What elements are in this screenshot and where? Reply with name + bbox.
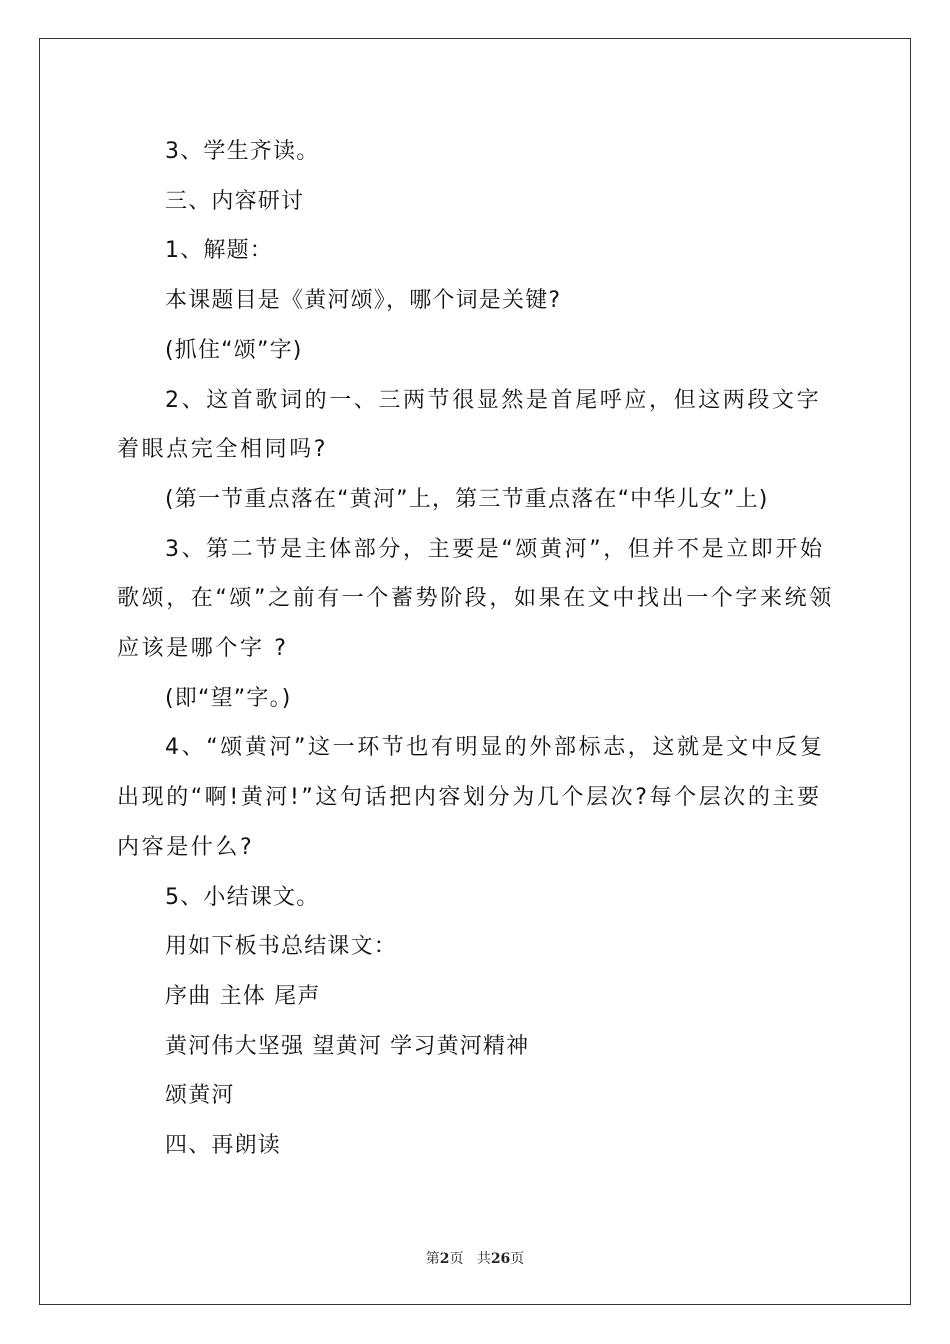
paragraph: 3、学生齐读。 bbox=[165, 139, 320, 164]
board-outline-line: 颂黄河 bbox=[165, 1083, 235, 1109]
paragraph: 用如下板书总结课文： bbox=[165, 934, 398, 960]
total-pages: 26 bbox=[490, 1251, 511, 1267]
paragraph: 5、小结课文。 bbox=[165, 884, 320, 910]
page-suffix: 页 bbox=[449, 1251, 464, 1267]
paragraph: (抓住“颂”字) bbox=[165, 337, 303, 363]
page-number: 2 bbox=[439, 1251, 450, 1267]
page-prefix: 第 bbox=[425, 1251, 440, 1267]
total-prefix: 共 bbox=[476, 1251, 491, 1267]
board-outline-line: 序曲 主体 尾声 bbox=[165, 983, 321, 1009]
section-heading: 四、再朗读 bbox=[165, 1133, 282, 1159]
paragraph: 1、解题： bbox=[165, 238, 273, 264]
paragraph: (第一节重点落在“黄河”上，第三节重点落在“中华儿女”上) bbox=[165, 486, 769, 512]
paragraph: (即“望”字。) bbox=[165, 685, 292, 711]
board-outline-line: 黄河伟大坚强 望黄河 学习黄河精神 bbox=[165, 1033, 530, 1059]
paragraph: 本课题目是《黄河颂》，哪个词是关键? bbox=[165, 288, 562, 314]
page-footer bbox=[0, 1248, 950, 1268]
paragraph: 2、这首歌词的一、三两节很显然是首尾呼应，但这两段文字着眼点完全相同吗? bbox=[117, 387, 822, 463]
paragraph: 3、第二节是主体部分，主要是“颂黄河”，但并不是立即开始歌颂，在“颂”之前有一个蓄势阶段，如果在文中找出一个字来统领应该是哪个字 ? bbox=[117, 536, 834, 662]
document-body bbox=[117, 127, 837, 1171]
section-heading: 三、内容研讨 bbox=[165, 188, 305, 214]
total-suffix: 页 bbox=[510, 1251, 525, 1267]
paragraph: 4、“颂黄河”这一环节也有明显的外部标志，这就是文中反复出现的“啊!黄河!”这句话把内容划分为几个层次?每个层次的主要内容是什么? bbox=[117, 735, 825, 860]
